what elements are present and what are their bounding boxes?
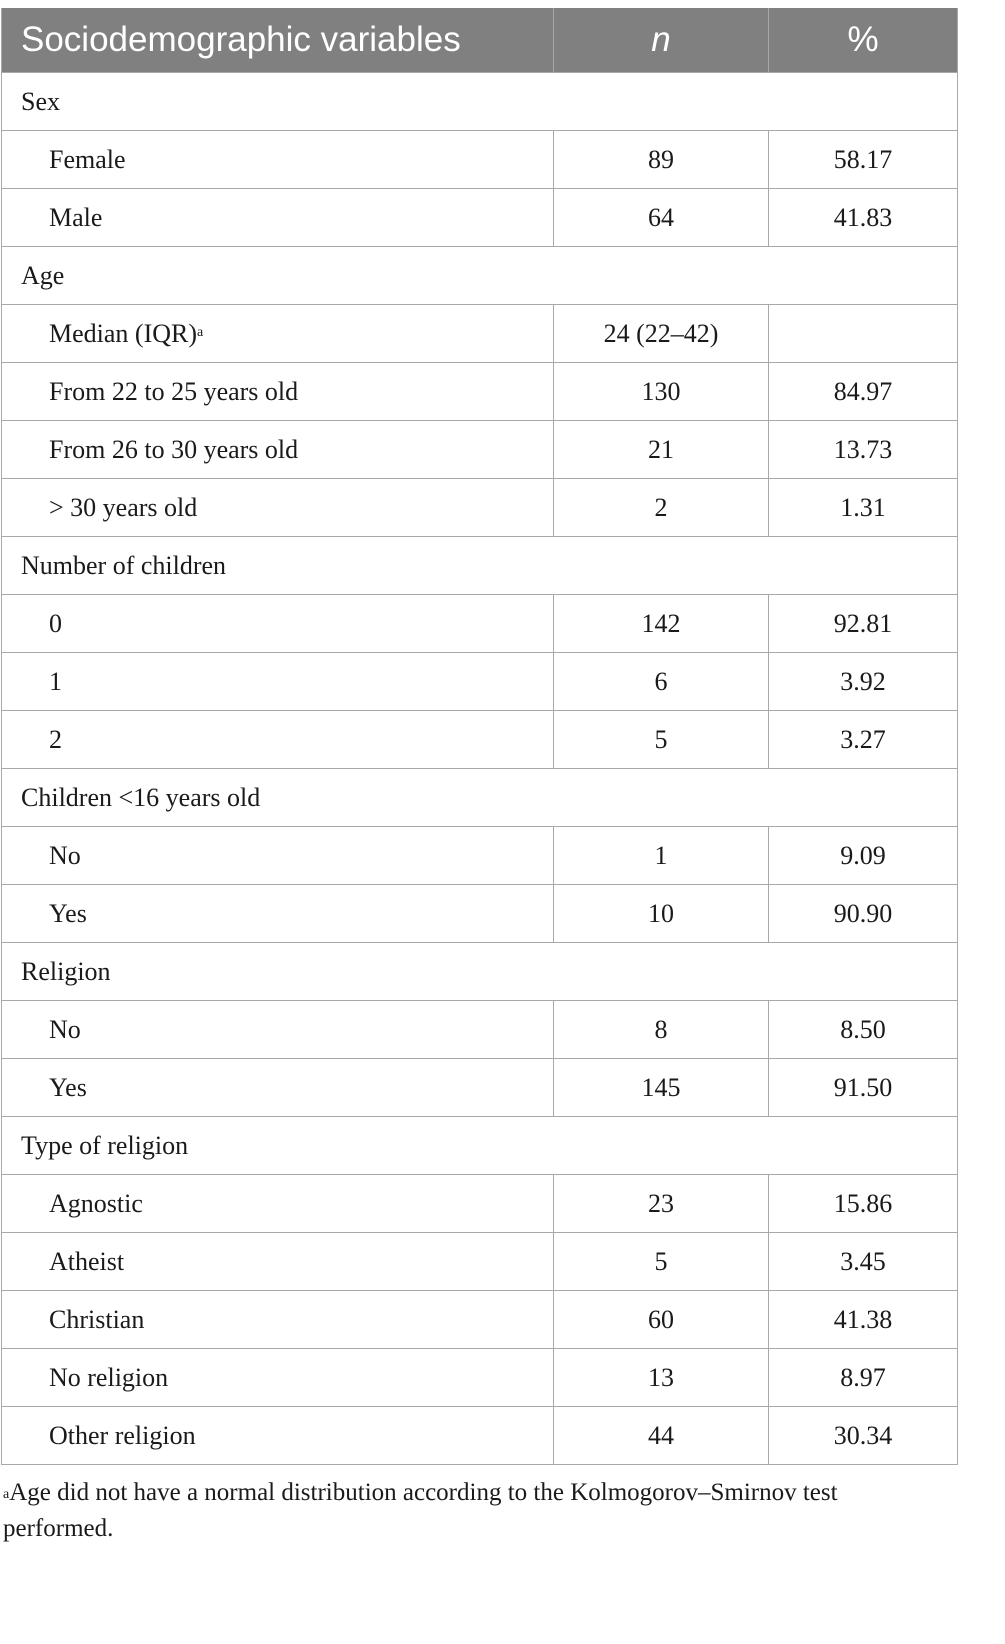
header-n: n	[554, 8, 769, 73]
row-percent: 30.34	[769, 1407, 958, 1465]
row-label	[2, 305, 554, 363]
header-row	[2, 8, 958, 73]
section-row	[2, 537, 958, 595]
row-label-text: 2	[49, 724, 62, 754]
row-n: 5	[554, 711, 769, 769]
row-label	[2, 1349, 554, 1407]
table-row	[2, 1291, 958, 1349]
row-label-text: Median (IQR)	[49, 318, 198, 348]
row-label	[2, 131, 554, 189]
row-label	[2, 595, 554, 653]
row-label-text: Female	[49, 144, 126, 174]
table-row	[2, 1001, 958, 1059]
section-row	[2, 943, 958, 1001]
row-percent: 41.83	[769, 189, 958, 247]
table-row	[2, 363, 958, 421]
row-percent	[769, 305, 958, 363]
row-n: 1	[554, 827, 769, 885]
row-label-text: Other religion	[49, 1420, 196, 1450]
row-percent: 3.92	[769, 653, 958, 711]
table-row	[2, 131, 958, 189]
row-label-text: 1	[49, 666, 62, 696]
row-label-text: From 22 to 25 years old	[49, 376, 299, 406]
table-row	[2, 305, 958, 363]
row-label	[2, 885, 554, 943]
row-n: 21	[554, 421, 769, 479]
table-row	[2, 1233, 958, 1291]
row-percent: 15.86	[769, 1175, 958, 1233]
row-label	[2, 363, 554, 421]
row-label	[2, 1001, 554, 1059]
row-label-text: From 26 to 30 years old	[49, 434, 299, 464]
section-title: Age	[2, 247, 958, 305]
section-title: Number of children	[2, 537, 958, 595]
row-label	[2, 711, 554, 769]
row-n: 44	[554, 1407, 769, 1465]
row-percent: 41.38	[769, 1291, 958, 1349]
row-label	[2, 189, 554, 247]
row-n: 5	[554, 1233, 769, 1291]
table-row	[2, 885, 958, 943]
row-label-text: > 30 years old	[49, 492, 198, 522]
table-row	[2, 711, 958, 769]
table-row	[2, 479, 958, 537]
row-label-text: Christian	[49, 1304, 145, 1334]
table-row	[2, 1175, 958, 1233]
row-label-text: 0	[49, 608, 62, 638]
row-label-text: No	[49, 840, 81, 870]
row-percent: 8.97	[769, 1349, 958, 1407]
section-title: Children <16 years old	[2, 769, 958, 827]
section-row	[2, 769, 958, 827]
table-body	[2, 73, 958, 1465]
row-percent: 58.17	[769, 131, 958, 189]
row-label	[2, 1291, 554, 1349]
table-row	[2, 1349, 958, 1407]
row-percent: 8.50	[769, 1001, 958, 1059]
row-label-text: Male	[49, 202, 103, 232]
section-title: Religion	[2, 943, 958, 1001]
row-label-text: Atheist	[49, 1246, 125, 1276]
section-row	[2, 1117, 958, 1175]
row-label	[2, 1175, 554, 1233]
row-n: 89	[554, 131, 769, 189]
row-label-text: No	[49, 1014, 81, 1044]
table-row	[2, 1059, 958, 1117]
table-row	[2, 827, 958, 885]
header-variable: Sociodemographic variables	[2, 8, 554, 73]
row-n: 10	[554, 885, 769, 943]
footnote-mark: a	[3, 1487, 10, 1502]
row-label	[2, 653, 554, 711]
row-label	[2, 1407, 554, 1465]
row-percent: 92.81	[769, 595, 958, 653]
table-row	[2, 595, 958, 653]
row-n: 145	[554, 1059, 769, 1117]
row-label-text: No religion	[49, 1362, 169, 1392]
row-n: 142	[554, 595, 769, 653]
row-n: 13	[554, 1349, 769, 1407]
row-n: 2	[554, 479, 769, 537]
row-n: 8	[554, 1001, 769, 1059]
section-row	[2, 73, 958, 131]
row-percent: 3.27	[769, 711, 958, 769]
row-label	[2, 421, 554, 479]
row-n: 64	[554, 189, 769, 247]
table-document	[1, 8, 957, 1547]
footnote-text: Age did not have a normal distribution according to the Kolmogorov–Smirnov test performed.	[3, 1479, 838, 1542]
sociodemographic-table	[1, 8, 958, 1465]
row-label-text: Yes	[49, 898, 87, 928]
row-label	[2, 1233, 554, 1291]
table-row	[2, 1407, 958, 1465]
header-percent: %	[769, 8, 958, 73]
row-percent: 90.90	[769, 885, 958, 943]
table-row	[2, 421, 958, 479]
table-row	[2, 653, 958, 711]
row-percent: 1.31	[769, 479, 958, 537]
section-title: Sex	[2, 73, 958, 131]
section-title: Type of religion	[2, 1117, 958, 1175]
row-percent: 13.73	[769, 421, 958, 479]
row-label-text: Yes	[49, 1072, 87, 1102]
row-percent: 91.50	[769, 1059, 958, 1117]
row-label	[2, 1059, 554, 1117]
row-label	[2, 479, 554, 537]
table-row	[2, 189, 958, 247]
row-n: 24 (22–42)	[554, 305, 769, 363]
row-label	[2, 827, 554, 885]
row-n: 6	[554, 653, 769, 711]
row-n: 23	[554, 1175, 769, 1233]
row-label-text: Agnostic	[49, 1188, 143, 1218]
row-percent: 84.97	[769, 363, 958, 421]
row-percent: 9.09	[769, 827, 958, 885]
row-n: 130	[554, 363, 769, 421]
footnote	[1, 1475, 943, 1547]
section-row	[2, 247, 958, 305]
row-percent: 3.45	[769, 1233, 958, 1291]
row-n: 60	[554, 1291, 769, 1349]
footnote-ref: a	[197, 324, 204, 340]
